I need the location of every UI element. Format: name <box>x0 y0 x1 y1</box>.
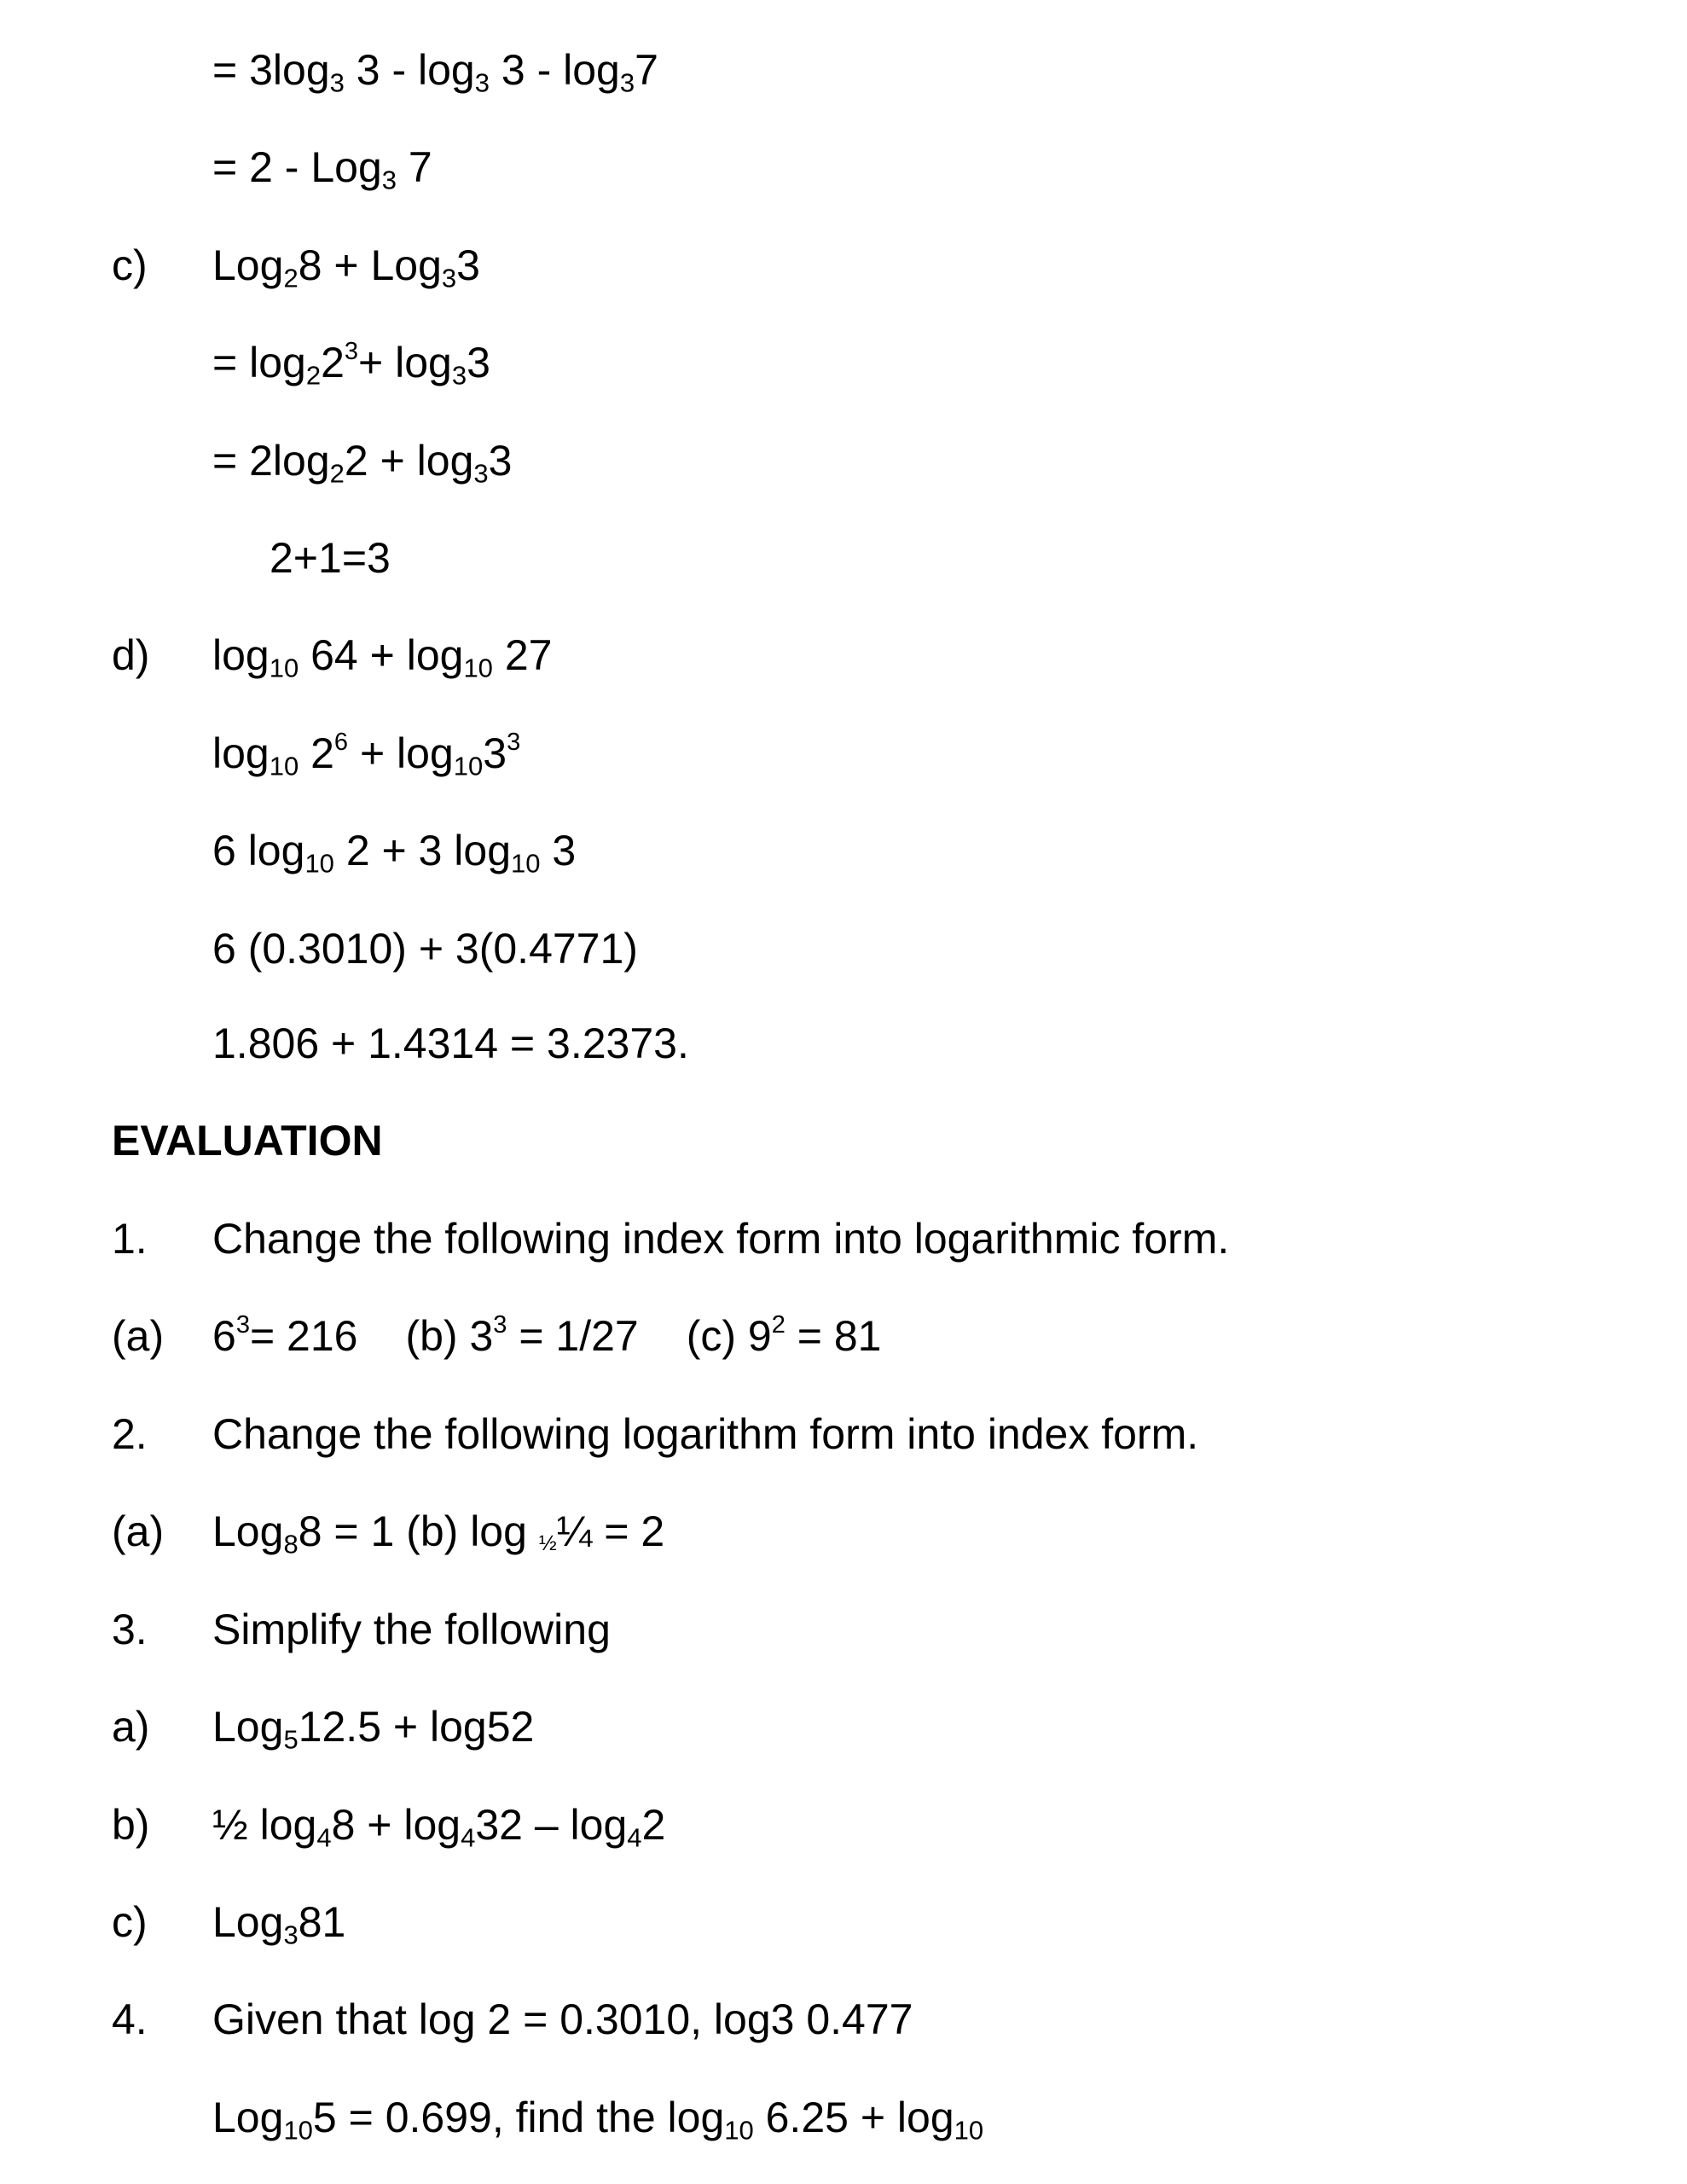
text: ½ log <box>212 1801 317 1849</box>
part-label: (a) <box>112 1312 165 1360</box>
question-number: 3. <box>112 1606 148 1653</box>
question-2-parts <box>0 1489 1687 1574</box>
text: 8 + Log <box>298 241 442 289</box>
text: 3 <box>540 827 577 874</box>
equation <box>212 418 512 503</box>
text: 3 - log <box>489 46 620 94</box>
subscript: 3 <box>283 1920 299 1950</box>
text: 7 <box>397 143 432 191</box>
equation <box>212 808 576 893</box>
equation <box>212 320 490 405</box>
subscript: 4 <box>461 1822 476 1853</box>
item-label: c) <box>112 241 148 289</box>
text: ¼ = 2 <box>556 1507 665 1555</box>
subscript: 3 <box>474 67 490 98</box>
example-b-step-1 <box>0 27 1687 113</box>
text: 7 <box>635 46 658 94</box>
superscript: 3 <box>344 338 359 366</box>
text: log <box>212 631 270 679</box>
equation <box>212 27 658 113</box>
question-4 <box>0 1977 1687 2062</box>
subscript: 10 <box>954 2115 984 2146</box>
part-label: (a) <box>112 1507 165 1555</box>
text: 8 = 1 <box>298 1507 395 1555</box>
part-label: c) <box>112 1898 148 1946</box>
question-3-part-b <box>0 1782 1687 1867</box>
subscript: 4 <box>627 1822 642 1853</box>
text: 3 <box>483 729 507 777</box>
example-c-line-2 <box>0 320 1687 405</box>
question-1-parts <box>0 1293 1687 1379</box>
question-number: 1. <box>112 1215 148 1263</box>
text: 2 <box>299 729 334 777</box>
subscript: 10 <box>511 848 541 879</box>
text: 27 <box>492 631 553 679</box>
equation <box>212 1879 345 1965</box>
part-label: (b) <box>405 1312 470 1360</box>
text: = 3log <box>212 46 330 94</box>
equation <box>212 1684 534 1769</box>
text: 3 - log <box>344 46 475 94</box>
subscript: 10 <box>724 2115 754 2146</box>
subscript: 3 <box>381 165 397 195</box>
parts-text <box>212 1293 881 1379</box>
text: 3 <box>456 241 480 289</box>
text: 12.5 + log52 <box>298 1703 535 1751</box>
text: 9 <box>747 1312 772 1360</box>
subscript: 2 <box>305 360 322 391</box>
question-text <box>212 2075 983 2160</box>
question-number: 4. <box>112 1995 148 2043</box>
question-3-part-c <box>0 1879 1687 1965</box>
superscript: 3 <box>507 729 521 757</box>
question-3 <box>0 1587 1687 1672</box>
part-label: b) <box>112 1801 150 1849</box>
subscript: 10 <box>304 848 334 879</box>
text: 3 <box>467 339 490 386</box>
equation: 6 (0.3010) + 3(0.4771) <box>212 925 638 973</box>
equation: 2+1=3 <box>270 534 391 582</box>
parts-text <box>212 1489 664 1574</box>
text: Log <box>212 2094 284 2141</box>
text: (b) log <box>394 1507 539 1555</box>
text: = 2log <box>212 437 330 485</box>
text: = 81 <box>785 1312 882 1360</box>
equation <box>212 223 480 308</box>
question-2 <box>0 1391 1687 1477</box>
question-number: 2. <box>112 1410 148 1458</box>
subscript: 4 <box>316 1822 332 1853</box>
text: = 2 - Log <box>212 143 382 191</box>
subscript: 5 <box>283 1724 299 1755</box>
example-c-line-3 <box>0 418 1687 503</box>
example-d-line-1 <box>0 613 1687 698</box>
equation <box>212 613 552 698</box>
text: 32 – log <box>475 1801 628 1849</box>
text: 3 <box>488 437 513 485</box>
text: 2 + log <box>344 437 474 485</box>
text: Log <box>212 1507 284 1555</box>
question-1 <box>0 1196 1687 1281</box>
part-label: a) <box>112 1703 150 1751</box>
subscript: 3 <box>329 67 345 98</box>
question-text: Given that log 2 = 0.3010, log3 0.477 <box>212 1995 913 2043</box>
example-c-line-4 <box>0 515 1687 601</box>
text: 6.25 + log <box>753 2094 954 2141</box>
text: = 216 <box>249 1312 358 1360</box>
question-text: Change the following index form into logarithmic form. <box>212 1215 1230 1263</box>
equation <box>212 125 432 210</box>
example-d-line-3 <box>0 808 1687 893</box>
subscript: 10 <box>453 751 484 781</box>
example-c-line-1 <box>0 223 1687 308</box>
item-label: d) <box>112 631 150 679</box>
text: Log <box>212 241 284 289</box>
question-4-line-2 <box>0 2075 1687 2160</box>
text: 6 log <box>212 827 305 874</box>
subscript: 10 <box>283 2115 313 2146</box>
subscript: 10 <box>269 653 299 683</box>
subscript: ½ <box>538 1531 557 1555</box>
subscript: 10 <box>269 751 299 781</box>
superscript: 6 <box>333 729 349 757</box>
text: 8 + log <box>331 1801 461 1849</box>
text: 2 <box>321 339 345 386</box>
subscript: 8 <box>283 1529 299 1560</box>
subscript: 3 <box>473 458 489 489</box>
equation <box>212 1782 665 1867</box>
section-heading: EVALUATION <box>112 1117 383 1165</box>
question-3-part-a <box>0 1684 1687 1769</box>
equation <box>212 711 520 796</box>
subscript: 2 <box>329 458 345 489</box>
example-d-line-2 <box>0 711 1687 796</box>
text: 64 + log <box>299 631 464 679</box>
subscript: 3 <box>451 360 467 391</box>
text: 2 <box>641 1801 666 1849</box>
question-text: Change the following logarithm form into index form. <box>212 1410 1199 1458</box>
text: Log <box>212 1898 284 1946</box>
example-d-line-5 <box>0 1001 1687 1086</box>
equation: 1.806 + 1.4314 = 3.2373. <box>212 1019 689 1067</box>
subscript: 10 <box>463 653 493 683</box>
part-label: (c) <box>686 1312 748 1360</box>
text: + log <box>358 339 452 386</box>
text: 6 <box>212 1312 236 1360</box>
question-text: Simplify the following <box>212 1606 611 1653</box>
example-d-line-4 <box>0 906 1687 991</box>
superscript: 3 <box>493 1311 507 1339</box>
text: 5 = 0.699, find the log <box>312 2094 725 2141</box>
text: log <box>212 729 270 777</box>
evaluation-heading-row <box>0 1098 1687 1183</box>
text: 2 + 3 log <box>333 827 512 874</box>
text: = log <box>212 339 306 386</box>
subscript: 3 <box>441 263 457 293</box>
text: 81 <box>298 1898 346 1946</box>
text: 3 <box>469 1312 494 1360</box>
superscript: 2 <box>771 1311 786 1339</box>
subscript: 2 <box>283 263 299 293</box>
example-b-step-2 <box>0 125 1687 210</box>
text: Log <box>212 1703 284 1751</box>
text: + log <box>348 729 454 777</box>
subscript: 3 <box>619 67 635 98</box>
text: = 1/27 <box>507 1312 639 1360</box>
superscript: 3 <box>235 1311 250 1339</box>
